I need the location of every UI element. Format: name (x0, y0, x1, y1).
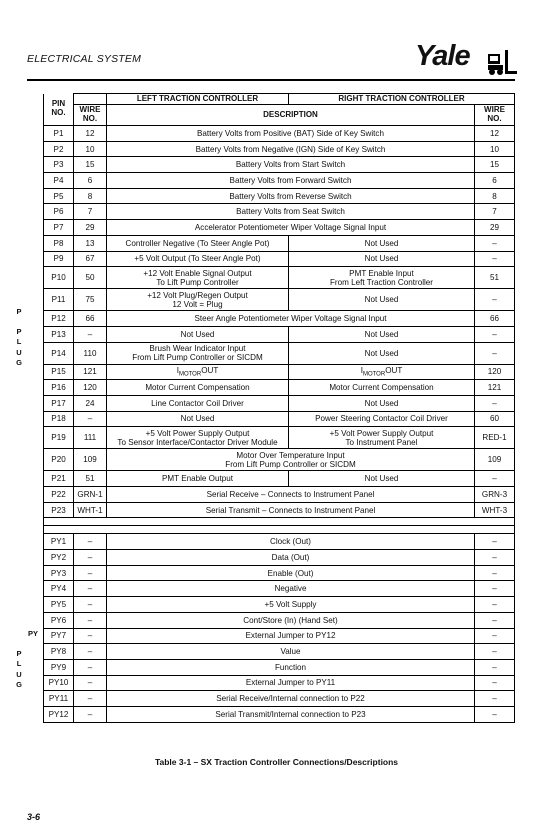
description-cell: Function (107, 659, 475, 675)
wire-cell: 6 (74, 173, 107, 189)
wire-cell: 8 (74, 188, 107, 204)
pin-cell: P8 (44, 235, 74, 251)
wire-right-cell: 7 (475, 204, 515, 220)
out-label: OUT (201, 365, 219, 375)
wire-cell: – (74, 675, 107, 691)
wire-right-cell: – (475, 659, 515, 675)
right-description-cell: Not Used (289, 235, 475, 251)
pin-cell: P5 (44, 188, 74, 204)
description-cell: Serial Transmit – Connects to Instrument Panel (107, 502, 475, 518)
pin-cell: PY2 (44, 550, 74, 566)
wire-right-cell: – (475, 342, 515, 364)
wire-cell: – (74, 565, 107, 581)
wire-cell: – (74, 706, 107, 722)
pin-cell: PY6 (44, 612, 74, 628)
left-description-cell (107, 364, 289, 380)
wire-right-cell: 66 (475, 311, 515, 327)
table-row (44, 411, 515, 427)
wire-cell: – (74, 597, 107, 613)
table-row (44, 311, 515, 327)
wire-right-cell: 12 (475, 126, 515, 142)
wire-cell: WHT-1 (74, 502, 107, 518)
wire-right-cell: GRN-3 (475, 487, 515, 503)
wire-right-cell: – (475, 644, 515, 660)
table-caption: Table 3-1 – SX Traction Controller Connections/Descriptions (154, 757, 399, 767)
pin-cell: PY3 (44, 565, 74, 581)
pin-cell: P16 (44, 380, 74, 396)
wire-cell: 10 (74, 141, 107, 157)
wire-cell: – (74, 659, 107, 675)
table-row (44, 471, 515, 487)
pin-cell: P18 (44, 411, 74, 427)
right-description-cell: Motor Current Compensation (289, 380, 475, 396)
wire-right-cell: – (475, 471, 515, 487)
description-cell: Battery Volts from Reverse Switch (107, 188, 475, 204)
wire-cell: 29 (74, 220, 107, 236)
description-cell: Battery Volts from Forward Switch (107, 173, 475, 189)
wire-right-cell: – (475, 395, 515, 411)
wire-cell: 7 (74, 204, 107, 220)
table-row (44, 235, 515, 251)
left-description-cell: +12 Volt Plug/Regen Output 12 Volt = Plug (107, 289, 289, 311)
p-plug-vertical-label: P L U G (16, 327, 22, 367)
wire-right-cell: 60 (475, 411, 515, 427)
left-description-cell: Line Contactor Coil Driver (107, 395, 289, 411)
pin-cell: P7 (44, 220, 74, 236)
left-description-cell: Brush Wear Indicator Input From Lift Pump Controller or SICDM (107, 342, 289, 364)
wire-right-cell: – (475, 706, 515, 722)
table-row (44, 342, 515, 364)
pin-cell: P1 (44, 126, 74, 142)
wire-right-cell: RED-1 (475, 427, 515, 449)
pin-cell: PY10 (44, 675, 74, 691)
table-row (44, 267, 515, 289)
wire-cell: 121 (74, 364, 107, 380)
pin-cell: PY9 (44, 659, 74, 675)
wire-cell: 75 (74, 289, 107, 311)
left-description-cell: Motor Current Compensation (107, 380, 289, 396)
table-row (44, 659, 515, 675)
wire-cell: 24 (74, 395, 107, 411)
table-row (44, 597, 515, 613)
wire-right-cell: – (475, 565, 515, 581)
pin-cell: P6 (44, 204, 74, 220)
pin-cell: PY7 (44, 628, 74, 644)
wire-cell: – (74, 691, 107, 707)
table-row (44, 173, 515, 189)
pin-cell: P12 (44, 311, 74, 327)
pin-cell: P11 (44, 289, 74, 311)
wire-right-cell: 51 (475, 267, 515, 289)
wire-right-cell: 6 (475, 173, 515, 189)
description-cell: Value (107, 644, 475, 660)
table-row (44, 364, 515, 380)
table-row (44, 251, 515, 267)
table-row (44, 449, 515, 471)
table-row (44, 628, 515, 644)
table-row (44, 691, 515, 707)
left-description-cell: +12 Volt Enable Signal Output To Lift Pump Controller (107, 267, 289, 289)
pin-cell: PY11 (44, 691, 74, 707)
out-label: OUT (385, 365, 403, 375)
wire-right-cell: – (475, 550, 515, 566)
wire-right-cell: 15 (475, 157, 515, 173)
right-description-cell: Not Used (289, 251, 475, 267)
table-row (44, 550, 515, 566)
wire-right-cell: – (475, 612, 515, 628)
left-description-cell: +5 Volt Power Supply Output To Sensor Interface/Contactor Driver Module (107, 427, 289, 449)
wire-cell: 111 (74, 427, 107, 449)
wire-right-cell: – (475, 597, 515, 613)
pin-table (43, 93, 515, 723)
pin-cell: P17 (44, 395, 74, 411)
wire-cell: – (74, 581, 107, 597)
table-row (44, 141, 515, 157)
pin-cell: P19 (44, 427, 74, 449)
wire-right-cell: – (475, 628, 515, 644)
wire-cell: 15 (74, 157, 107, 173)
right-description-cell: PMT Enable Input From Left Traction Controller (289, 267, 475, 289)
wire-no-header-spacer (74, 94, 107, 105)
wire-cell: 12 (74, 126, 107, 142)
right-description-cell (289, 364, 475, 380)
wire-cell: 51 (74, 471, 107, 487)
wire-no-header: WIRE NO. (74, 105, 107, 126)
left-description-cell: Not Used (107, 411, 289, 427)
wire-cell: 67 (74, 251, 107, 267)
right-description-cell: Not Used (289, 342, 475, 364)
wire-right-cell: WHT-3 (475, 502, 515, 518)
table-row (44, 706, 515, 722)
motor-subscript: MOTOR (178, 371, 202, 378)
pin-cell: P4 (44, 173, 74, 189)
description-cell: External Jumper to PY11 (107, 675, 475, 691)
pin-cell: P10 (44, 267, 74, 289)
motor-subscript: MOTOR (362, 371, 386, 378)
pin-cell: P23 (44, 502, 74, 518)
description-cell: Battery Volts from Negative (IGN) Side of Key Switch (107, 141, 475, 157)
wire-right-cell: – (475, 675, 515, 691)
left-description-cell: Not Used (107, 326, 289, 342)
description-cell: Battery Volts from Start Switch (107, 157, 475, 173)
table-row (44, 289, 515, 311)
wire-right-cell: 10 (475, 141, 515, 157)
table-row (44, 427, 515, 449)
gap-row-1 (44, 518, 515, 526)
description-cell: Clock (Out) (107, 534, 475, 550)
left-description-cell: +5 Volt Output (To Steer Angle Pot) (107, 251, 289, 267)
wire-cell: 110 (74, 342, 107, 364)
table-row (44, 188, 515, 204)
description-cell: Negative (107, 581, 475, 597)
pin-cell: P2 (44, 141, 74, 157)
wire-cell: 66 (74, 311, 107, 327)
left-description-cell: Controller Negative (To Steer Angle Pot) (107, 235, 289, 251)
wire-cell: – (74, 644, 107, 660)
wire-cell: 50 (74, 267, 107, 289)
motor-symbol: I (176, 365, 179, 375)
section-title: ELECTRICAL SYSTEM (27, 53, 142, 65)
wire-right-cell: – (475, 581, 515, 597)
right-description-cell: Power Steering Contactor Coil Driver (289, 411, 475, 427)
description-cell: Enable (Out) (107, 565, 475, 581)
table-row (44, 581, 515, 597)
table-row (44, 204, 515, 220)
right-controller-header: RIGHT TRACTION CONTROLLER (289, 94, 515, 105)
wire-cell: – (74, 550, 107, 566)
description-cell: Battery Volts from Positive (BAT) Side of Key Switch (107, 126, 475, 142)
right-description-cell: Not Used (289, 471, 475, 487)
p-plug-label: P (16, 307, 22, 316)
pin-cell: P3 (44, 157, 74, 173)
table-row (44, 612, 515, 628)
pin-cell: PY5 (44, 597, 74, 613)
wire-cell: – (74, 326, 107, 342)
table-row (44, 534, 515, 550)
gap-row-2 (44, 526, 515, 534)
description-cell: Serial Receive/Internal connection to P22 (107, 691, 475, 707)
forklift-logo-icon (486, 48, 518, 76)
wire-cell: – (74, 612, 107, 628)
pin-cell: PY1 (44, 534, 74, 550)
wire-right-cell: – (475, 326, 515, 342)
table-row (44, 395, 515, 411)
wire-cell: – (74, 411, 107, 427)
pin-cell: P13 (44, 326, 74, 342)
header-rule (27, 79, 515, 81)
pin-cell: PY12 (44, 706, 74, 722)
wire-no-right-header: WIRE NO. (475, 105, 515, 126)
wire-cell: 109 (74, 449, 107, 471)
right-description-cell: +5 Volt Power Supply Output To Instrument Panel (289, 427, 475, 449)
wire-right-cell: – (475, 251, 515, 267)
wire-right-cell: – (475, 534, 515, 550)
pin-cell: P21 (44, 471, 74, 487)
wire-cell: 120 (74, 380, 107, 396)
wire-right-cell: 29 (475, 220, 515, 236)
wire-right-cell: – (475, 691, 515, 707)
table-row (44, 487, 515, 503)
table-row (44, 326, 515, 342)
pin-cell: P22 (44, 487, 74, 503)
right-description-cell: Not Used (289, 289, 475, 311)
table-row (44, 675, 515, 691)
description-cell: External Jumper to PY12 (107, 628, 475, 644)
description-cell: Battery Volts from Seat Switch (107, 204, 475, 220)
description-cell: Serial Receive – Connects to Instrument Panel (107, 487, 475, 503)
wire-right-cell: 109 (475, 449, 515, 471)
wire-cell: 13 (74, 235, 107, 251)
pin-cell: PY4 (44, 581, 74, 597)
wire-cell: – (74, 534, 107, 550)
description-cell: Cont/Store (In) (Hand Set) (107, 612, 475, 628)
wire-right-cell: 120 (475, 364, 515, 380)
wire-cell: GRN-1 (74, 487, 107, 503)
table-row (44, 565, 515, 581)
yale-logo: Yale (415, 40, 470, 72)
table-row (44, 126, 515, 142)
table-row (44, 644, 515, 660)
description-cell: Accelerator Potentiometer Wiper Voltage Signal Input (107, 220, 475, 236)
right-description-cell: Not Used (289, 395, 475, 411)
pin-no-header: PIN NO. (44, 94, 74, 126)
description-cell: Motor Over Temperature Input From Lift Pump Controller or SICDM (107, 449, 475, 471)
wire-right-cell: – (475, 235, 515, 251)
left-controller-header: LEFT TRACTION CONTROLLER (107, 94, 289, 105)
pin-cell: PY8 (44, 644, 74, 660)
wire-right-cell: 8 (475, 188, 515, 204)
pin-cell: P15 (44, 364, 74, 380)
pin-cell: P14 (44, 342, 74, 364)
table-row (44, 502, 515, 518)
motor-symbol: I (360, 365, 363, 375)
pin-cell: P9 (44, 251, 74, 267)
description-cell: +5 Volt Supply (107, 597, 475, 613)
wire-cell: – (74, 628, 107, 644)
table-row (44, 220, 515, 236)
description-cell: Data (Out) (107, 550, 475, 566)
table-row (44, 380, 515, 396)
py-plug-vertical-label: P L U G (16, 649, 22, 689)
wire-right-cell: – (475, 289, 515, 311)
right-description-cell: Not Used (289, 326, 475, 342)
wire-right-cell: 121 (475, 380, 515, 396)
table-row (44, 157, 515, 173)
left-description-cell: PMT Enable Output (107, 471, 289, 487)
page-number: 3-6 (27, 812, 41, 822)
description-cell: Serial Transmit/Internal connection to P23 (107, 706, 475, 722)
pin-cell: P20 (44, 449, 74, 471)
description-cell: Steer Angle Potentiometer Wiper Voltage Signal Input (107, 311, 475, 327)
py-plug-label: PY (27, 629, 38, 638)
description-header: DESCRIPTION (107, 105, 475, 126)
